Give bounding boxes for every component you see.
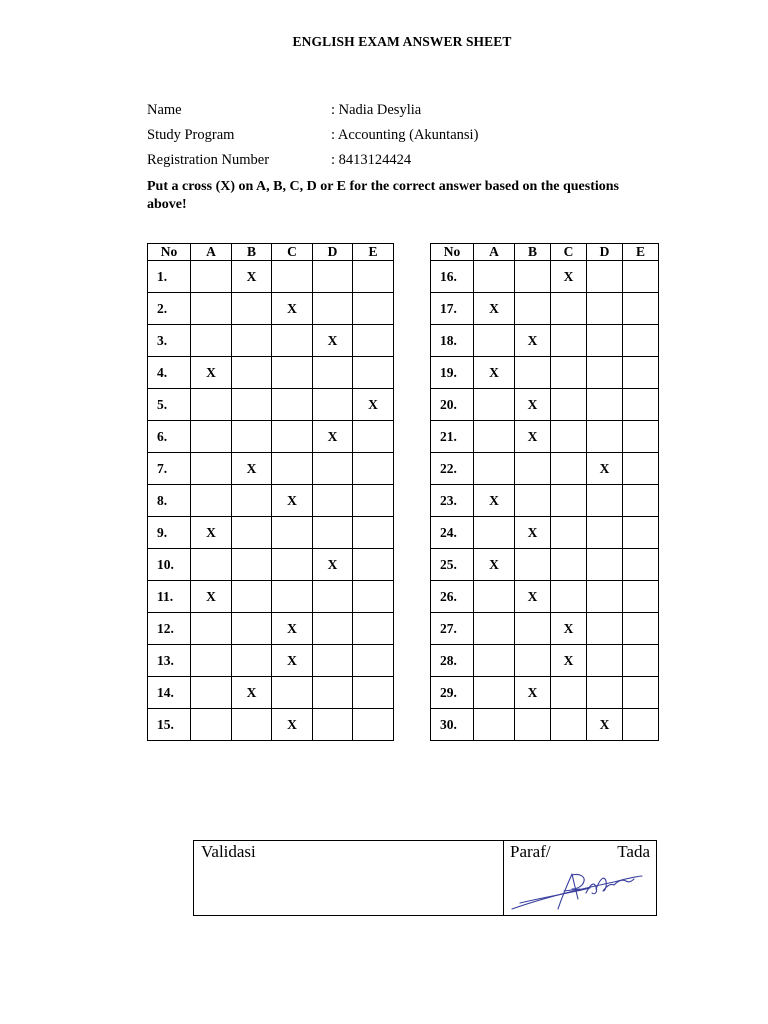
- answer-cell-e: [623, 421, 659, 453]
- question-number: 19.: [431, 357, 474, 389]
- answer-cell-b: [232, 581, 272, 613]
- answer-table-right: [430, 243, 659, 741]
- answer-cell-e: [623, 293, 659, 325]
- answer-mark-d: X: [587, 453, 623, 485]
- answer-cell-d: [313, 293, 353, 325]
- answer-cell-b: [515, 549, 551, 581]
- answer-cell-d: [587, 325, 623, 357]
- answer-cell-e: [623, 613, 659, 645]
- answer-cell-a: [191, 453, 232, 485]
- answer-mark-a: X: [191, 581, 232, 613]
- answer-cell-c: [551, 357, 587, 389]
- answer-mark-c: X: [551, 613, 587, 645]
- answer-cell-b: [232, 485, 272, 517]
- answer-row: [148, 485, 394, 517]
- answer-cell-d: [587, 293, 623, 325]
- answer-cell-b: [515, 709, 551, 741]
- answer-mark-c: X: [272, 709, 313, 741]
- question-number: 7.: [148, 453, 191, 485]
- answer-cell-c: [551, 709, 587, 741]
- answer-cell-d: [313, 485, 353, 517]
- answer-row: [431, 517, 659, 549]
- answer-cell-e: [623, 325, 659, 357]
- answer-row: [431, 709, 659, 741]
- answer-cell-d: [313, 613, 353, 645]
- answer-cell-d: [587, 389, 623, 421]
- answer-row: [148, 709, 394, 741]
- question-number: 24.: [431, 517, 474, 549]
- answer-mark-c: X: [551, 645, 587, 677]
- answer-cell-c: [551, 421, 587, 453]
- header-a: A: [191, 244, 232, 261]
- answer-row: [148, 517, 394, 549]
- answer-cell-b: [232, 325, 272, 357]
- answer-mark-c: X: [272, 613, 313, 645]
- answer-row: [431, 293, 659, 325]
- registration-number-value: : 8413124424: [331, 152, 412, 168]
- answer-mark-c: X: [272, 485, 313, 517]
- answer-mark-d: X: [587, 709, 623, 741]
- paraf-label: Paraf/: [510, 842, 551, 861]
- answer-mark-b: X: [515, 325, 551, 357]
- question-number: 23.: [431, 485, 474, 517]
- answer-cell-a: [191, 293, 232, 325]
- answer-cell-a: [474, 325, 515, 357]
- answer-cell-e: [353, 645, 394, 677]
- answer-cell-d: [313, 453, 353, 485]
- answer-cell-c: [272, 549, 313, 581]
- validation-box: [193, 840, 657, 916]
- answer-cell-e: [623, 261, 659, 293]
- answer-cell-c: [272, 677, 313, 709]
- question-number: 29.: [431, 677, 474, 709]
- answer-mark-a: X: [474, 485, 515, 517]
- answer-mark-d: X: [313, 421, 353, 453]
- answer-cell-b: [232, 293, 272, 325]
- answer-cell-c: [551, 581, 587, 613]
- answer-row: [148, 261, 394, 293]
- header-e: E: [353, 244, 394, 261]
- answer-row: [148, 677, 394, 709]
- study-program-label: Study Program: [147, 127, 235, 143]
- answer-cell-b: [232, 645, 272, 677]
- answer-mark-a: X: [474, 549, 515, 581]
- answer-cell-d: [587, 581, 623, 613]
- answer-row: [148, 645, 394, 677]
- answer-cell-b: [232, 389, 272, 421]
- answer-row: [431, 325, 659, 357]
- answer-cell-d: [313, 261, 353, 293]
- answer-mark-a: X: [474, 357, 515, 389]
- table-header-row: [148, 244, 394, 261]
- answer-cell-d: [587, 549, 623, 581]
- answer-row: [148, 325, 394, 357]
- answer-cell-e: [353, 453, 394, 485]
- answer-row: [148, 549, 394, 581]
- answer-cell-c: [551, 677, 587, 709]
- answer-cell-a: [474, 613, 515, 645]
- question-number: 13.: [148, 645, 191, 677]
- answer-cell-a: [474, 709, 515, 741]
- tada-label: Tada: [617, 842, 650, 861]
- answer-mark-e: X: [353, 389, 394, 421]
- answer-row: [148, 581, 394, 613]
- answer-cell-e: [353, 549, 394, 581]
- validation-divider: [503, 841, 504, 915]
- question-number: 20.: [431, 389, 474, 421]
- answer-cell-a: [191, 485, 232, 517]
- question-number: 18.: [431, 325, 474, 357]
- answer-cell-e: [353, 677, 394, 709]
- registration-number-label: Registration Number: [147, 152, 270, 168]
- answer-cell-b: [515, 453, 551, 485]
- question-number: 2.: [148, 293, 191, 325]
- question-number: 26.: [431, 581, 474, 613]
- answer-cell-e: [353, 581, 394, 613]
- answer-cell-a: [191, 389, 232, 421]
- answer-mark-b: X: [232, 261, 272, 293]
- answer-cell-a: [191, 261, 232, 293]
- question-number: 22.: [431, 453, 474, 485]
- answer-cell-a: [474, 677, 515, 709]
- answer-cell-d: [587, 357, 623, 389]
- answer-cell-c: [551, 549, 587, 581]
- answer-cell-a: [474, 581, 515, 613]
- answer-row: [148, 293, 394, 325]
- answer-cell-c: [551, 325, 587, 357]
- answer-cell-e: [353, 357, 394, 389]
- question-number: 4.: [148, 357, 191, 389]
- answer-cell-e: [623, 389, 659, 421]
- question-number: 11.: [148, 581, 191, 613]
- name-value: : Nadia Desylia: [331, 102, 422, 118]
- answer-row: [148, 453, 394, 485]
- answer-cell-a: [474, 389, 515, 421]
- answer-cell-b: [515, 485, 551, 517]
- question-number: 12.: [148, 613, 191, 645]
- answer-cell-c: [272, 517, 313, 549]
- answer-cell-b: [232, 549, 272, 581]
- answer-mark-b: X: [515, 677, 551, 709]
- answer-cell-e: [623, 549, 659, 581]
- answer-cell-d: [313, 677, 353, 709]
- question-number: 27.: [431, 613, 474, 645]
- question-number: 9.: [148, 517, 191, 549]
- question-number: 15.: [148, 709, 191, 741]
- header-d: D: [313, 244, 353, 261]
- header-e: E: [623, 244, 659, 261]
- header-d: D: [587, 244, 623, 261]
- answer-cell-c: [272, 325, 313, 357]
- answer-row: [148, 389, 394, 421]
- question-number: 3.: [148, 325, 191, 357]
- question-number: 16.: [431, 261, 474, 293]
- answer-cell-e: [353, 517, 394, 549]
- question-number: 25.: [431, 549, 474, 581]
- answer-mark-c: X: [551, 261, 587, 293]
- answer-cell-b: [232, 709, 272, 741]
- answer-cell-c: [551, 453, 587, 485]
- answer-cell-b: [515, 357, 551, 389]
- answer-cell-a: [474, 517, 515, 549]
- answer-mark-b: X: [232, 453, 272, 485]
- header-c: C: [272, 244, 313, 261]
- question-number: 17.: [431, 293, 474, 325]
- answer-cell-e: [623, 581, 659, 613]
- question-number: 21.: [431, 421, 474, 453]
- page-title: ENGLISH EXAM ANSWER SHEET: [292, 34, 512, 49]
- answer-cell-d: [587, 613, 623, 645]
- answer-cell-c: [272, 389, 313, 421]
- question-number: 8.: [148, 485, 191, 517]
- header-no: No: [431, 244, 474, 261]
- study-program-value: : Accounting (Akuntansi): [331, 127, 479, 143]
- answer-cell-e: [353, 485, 394, 517]
- header-no: No: [148, 244, 191, 261]
- answer-cell-b: [232, 357, 272, 389]
- answer-cell-a: [474, 421, 515, 453]
- answer-cell-e: [353, 709, 394, 741]
- answer-cell-a: [191, 645, 232, 677]
- answer-cell-c: [551, 389, 587, 421]
- header-b: B: [232, 244, 272, 261]
- answer-row: [148, 357, 394, 389]
- answer-cell-e: [353, 261, 394, 293]
- answer-cell-d: [313, 389, 353, 421]
- answer-mark-d: X: [313, 549, 353, 581]
- answer-mark-b: X: [515, 581, 551, 613]
- answer-row: [431, 581, 659, 613]
- answer-cell-e: [623, 453, 659, 485]
- answer-row: [148, 613, 394, 645]
- answer-cell-b: [515, 293, 551, 325]
- answer-mark-b: X: [515, 421, 551, 453]
- answer-mark-a: X: [191, 517, 232, 549]
- answer-cell-d: [313, 709, 353, 741]
- answer-cell-d: [313, 581, 353, 613]
- answer-cell-d: [587, 485, 623, 517]
- question-number: 5.: [148, 389, 191, 421]
- answer-row: [431, 261, 659, 293]
- answer-mark-c: X: [272, 293, 313, 325]
- answer-cell-c: [551, 485, 587, 517]
- answer-cell-e: [623, 677, 659, 709]
- answer-cell-e: [353, 293, 394, 325]
- question-number: 10.: [148, 549, 191, 581]
- answer-cell-e: [623, 357, 659, 389]
- header-c: C: [551, 244, 587, 261]
- answer-mark-a: X: [474, 293, 515, 325]
- answer-row: [431, 645, 659, 677]
- answer-cell-d: [587, 517, 623, 549]
- name-label: Name: [147, 102, 182, 118]
- question-number: 30.: [431, 709, 474, 741]
- answer-row: [431, 677, 659, 709]
- answer-cell-b: [515, 613, 551, 645]
- answer-row: [431, 613, 659, 645]
- answer-cell-a: [474, 261, 515, 293]
- answer-cell-d: [587, 421, 623, 453]
- signature-image: [510, 867, 650, 917]
- answer-cell-b: [232, 421, 272, 453]
- answer-cell-c: [272, 357, 313, 389]
- validation-label: Validasi: [201, 842, 256, 861]
- answer-cell-c: [272, 581, 313, 613]
- answer-cell-a: [191, 677, 232, 709]
- answer-row: [431, 453, 659, 485]
- answer-cell-c: [272, 261, 313, 293]
- answer-mark-b: X: [515, 389, 551, 421]
- answer-cell-c: [272, 421, 313, 453]
- answer-row: [431, 549, 659, 581]
- answer-cell-e: [353, 613, 394, 645]
- answer-cell-e: [623, 485, 659, 517]
- question-number: 1.: [148, 261, 191, 293]
- question-number: 14.: [148, 677, 191, 709]
- answer-cell-e: [353, 421, 394, 453]
- answer-cell-d: [313, 357, 353, 389]
- answer-mark-b: X: [515, 517, 551, 549]
- answer-row: [431, 389, 659, 421]
- answer-cell-c: [551, 517, 587, 549]
- answer-mark-a: X: [191, 357, 232, 389]
- answer-cell-e: [623, 517, 659, 549]
- answer-mark-c: X: [272, 645, 313, 677]
- answer-cell-a: [191, 613, 232, 645]
- instruction-text: Put a cross (X) on A, B, C, D or E for the correct answer based on the questions above!: [147, 179, 619, 212]
- answer-row: [431, 485, 659, 517]
- answer-cell-a: [191, 549, 232, 581]
- answer-cell-d: [587, 645, 623, 677]
- answer-cell-b: [515, 261, 551, 293]
- answer-row: [431, 421, 659, 453]
- answer-row: [431, 357, 659, 389]
- answer-cell-d: [313, 645, 353, 677]
- answer-cell-a: [191, 709, 232, 741]
- header-a: A: [474, 244, 515, 261]
- answer-cell-d: [587, 677, 623, 709]
- answer-row: [148, 421, 394, 453]
- answer-mark-b: X: [232, 677, 272, 709]
- answer-cell-a: [474, 645, 515, 677]
- answer-cell-b: [232, 517, 272, 549]
- answer-cell-e: [623, 645, 659, 677]
- answer-cell-a: [191, 325, 232, 357]
- answer-cell-a: [474, 453, 515, 485]
- answer-cell-c: [551, 293, 587, 325]
- question-number: 6.: [148, 421, 191, 453]
- answer-cell-d: [313, 517, 353, 549]
- answer-cell-d: [587, 261, 623, 293]
- answer-cell-e: [623, 709, 659, 741]
- answer-cell-b: [515, 645, 551, 677]
- answer-cell-a: [191, 421, 232, 453]
- answer-table-left: [147, 243, 394, 741]
- question-number: 28.: [431, 645, 474, 677]
- answer-mark-d: X: [313, 325, 353, 357]
- answer-cell-b: [232, 613, 272, 645]
- answer-cell-e: [353, 325, 394, 357]
- answer-cell-c: [272, 453, 313, 485]
- header-b: B: [515, 244, 551, 261]
- table-header-row: [431, 244, 659, 261]
